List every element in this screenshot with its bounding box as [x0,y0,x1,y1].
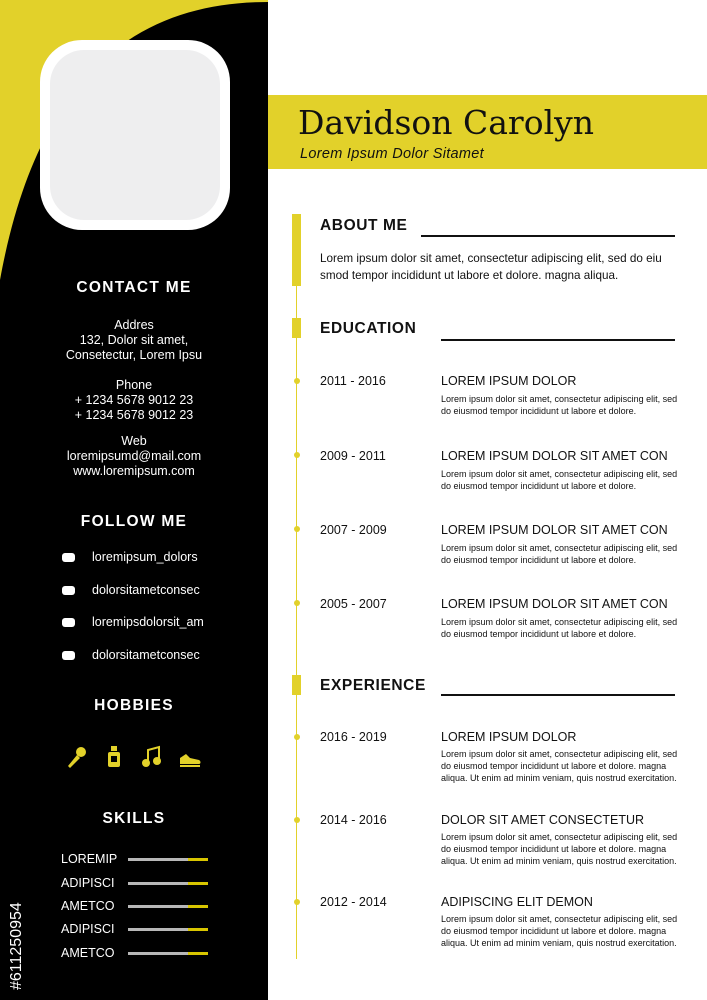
entry-title: LOREM IPSUM DOLOR SIT AMET CON [441,597,668,611]
skill-label: ADIPISCI [61,876,115,890]
timeline-dot [294,734,300,740]
phone-2[interactable]: + 1234 5678 9012 23 [74,408,194,422]
person-name: Davidson Carolyn [298,103,595,142]
entry-date: 2009 - 2011 [320,449,386,463]
skill-label: AMETCO [61,899,115,913]
address-label: Addres [114,318,154,332]
skill-label: AMETCO [61,946,115,960]
entry-date: 2012 - 2014 [320,895,387,909]
entry-title: LOREM IPSUM DOLOR [441,730,577,744]
entry-date: 2007 - 2009 [320,523,387,537]
timeline-marker [292,675,301,695]
about-heading: ABOUT ME [320,217,408,234]
address-line-2: Consetectur, Lorem Ipsu [65,348,203,362]
phone-label: Phone [115,378,153,392]
sneaker-icon [177,744,203,770]
timeline-marker [292,214,301,286]
about-text: Lorem ipsum dolor sit amet, consectetur adipiscing elit, sed do eiu smod tempor incididunt ut labore et dolore. magna aliqua. [320,252,662,282]
skill-bar [128,928,208,931]
skill-bar [128,952,208,955]
entry-date: 2016 - 2019 [320,730,387,744]
timeline-dot [294,378,300,384]
music-note-icon [138,744,164,770]
entry-description: Lorem ipsum dolor sit amet, consectetur adipiscing elit, sed do eiusmod tempor incididunt ut labore et dolore. magna aliqua. Ut enim ad minim veniam, quis nostrud exercitation. [441,832,678,867]
address-line-1: 132, Dolor sit amet, [79,333,189,347]
timeline-dot [294,817,300,823]
website-link[interactable]: www.loremipsum.com [73,464,195,478]
skill-label: ADIPISCI [61,922,115,936]
profile-photo-placeholder[interactable] [50,50,220,220]
email-link[interactable]: loremipsumd@mail.com [66,449,202,463]
skill-level-fill [188,905,208,908]
social-link[interactable] [62,646,200,664]
skill-label: LOREMIP [61,852,118,866]
social-handle: loremipsdolorsit_am [92,615,204,629]
job-subtitle: Lorem Ipsum Dolor Sitamet [300,146,484,162]
social-link[interactable] [62,613,204,631]
section-divider [441,694,675,696]
microphone-icon [64,744,90,770]
timeline-marker [292,318,301,338]
social-handle: dolorsitametconsec [92,648,200,662]
education-heading: EDUCATION [320,320,417,337]
entry-description: Lorem ipsum dolor sit amet, consectetur adipiscing elit, sed do eiusmod tempor incididunt ut labore et dolore. [441,394,678,417]
skills-heading: SKILLS [102,810,166,827]
social-link[interactable] [62,548,198,566]
timeline-dot [294,526,300,532]
experience-heading: EXPERIENCE [320,677,426,694]
social-icon [62,618,75,627]
skill-bar [128,905,208,908]
entry-description: Lorem ipsum dolor sit amet, consectetur adipiscing elit, sed do eiusmod tempor incididunt ut labore et dolore. magna aliqua. Ut enim ad minim veniam, quis nostrud exercitation. [441,749,678,784]
entry-description: Lorem ipsum dolor sit amet, consectetur adipiscing elit, sed do eiusmod tempor incididunt ut labore et dolore. [441,543,678,566]
contact-heading: CONTACT ME [76,279,192,296]
entry-title: DOLOR SIT AMET CONSECTETUR [441,813,645,827]
social-handle: dolorsitametconsec [92,583,200,597]
entry-title: LOREM IPSUM DOLOR SIT AMET CON [441,449,668,463]
perfume-bottle-icon [101,744,127,770]
stock-id: #611250954 [8,902,25,990]
section-divider [441,339,675,341]
entry-date: 2014 - 2016 [320,813,387,827]
web-label: Web [121,434,147,448]
entry-title: ADIPISCING ELIT DEMON [441,895,593,909]
timeline-dot [294,452,300,458]
skill-level-fill [188,928,208,931]
entry-date: 2005 - 2007 [320,597,387,611]
entry-description: Lorem ipsum dolor sit amet, consectetur adipiscing elit, sed do eiusmod tempor incididunt ut labore et dolore. magna aliqua. Ut enim ad minim veniam, quis nostrud exercitation. [441,914,678,949]
entry-title: LOREM IPSUM DOLOR SIT AMET CON [441,523,668,537]
section-divider [421,235,675,237]
skill-bar [128,858,208,861]
entry-date: 2011 - 2016 [320,374,386,388]
social-icon [62,586,75,595]
social-handle: loremipsum_dolors [92,550,198,564]
skill-level-fill [188,858,208,861]
skill-level-fill [188,952,208,955]
social-link[interactable] [62,581,200,599]
timeline-dot [294,899,300,905]
phone-1[interactable]: + 1234 5678 9012 23 [74,393,194,407]
social-icon [62,651,75,660]
entry-title: LOREM IPSUM DOLOR [441,374,577,388]
hobbies-heading: HOBBIES [94,697,174,714]
entry-description: Lorem ipsum dolor sit amet, consectetur adipiscing elit, sed do eiusmod tempor incididunt ut labore et dolore. [441,469,678,492]
skill-bar [128,882,208,885]
entry-description: Lorem ipsum dolor sit amet, consectetur adipiscing elit, sed do eiusmod tempor incididunt ut labore et dolore. [441,617,678,640]
social-icon [62,553,75,562]
timeline-dot [294,600,300,606]
skill-level-fill [188,882,208,885]
follow-heading: FOLLOW ME [80,513,188,530]
